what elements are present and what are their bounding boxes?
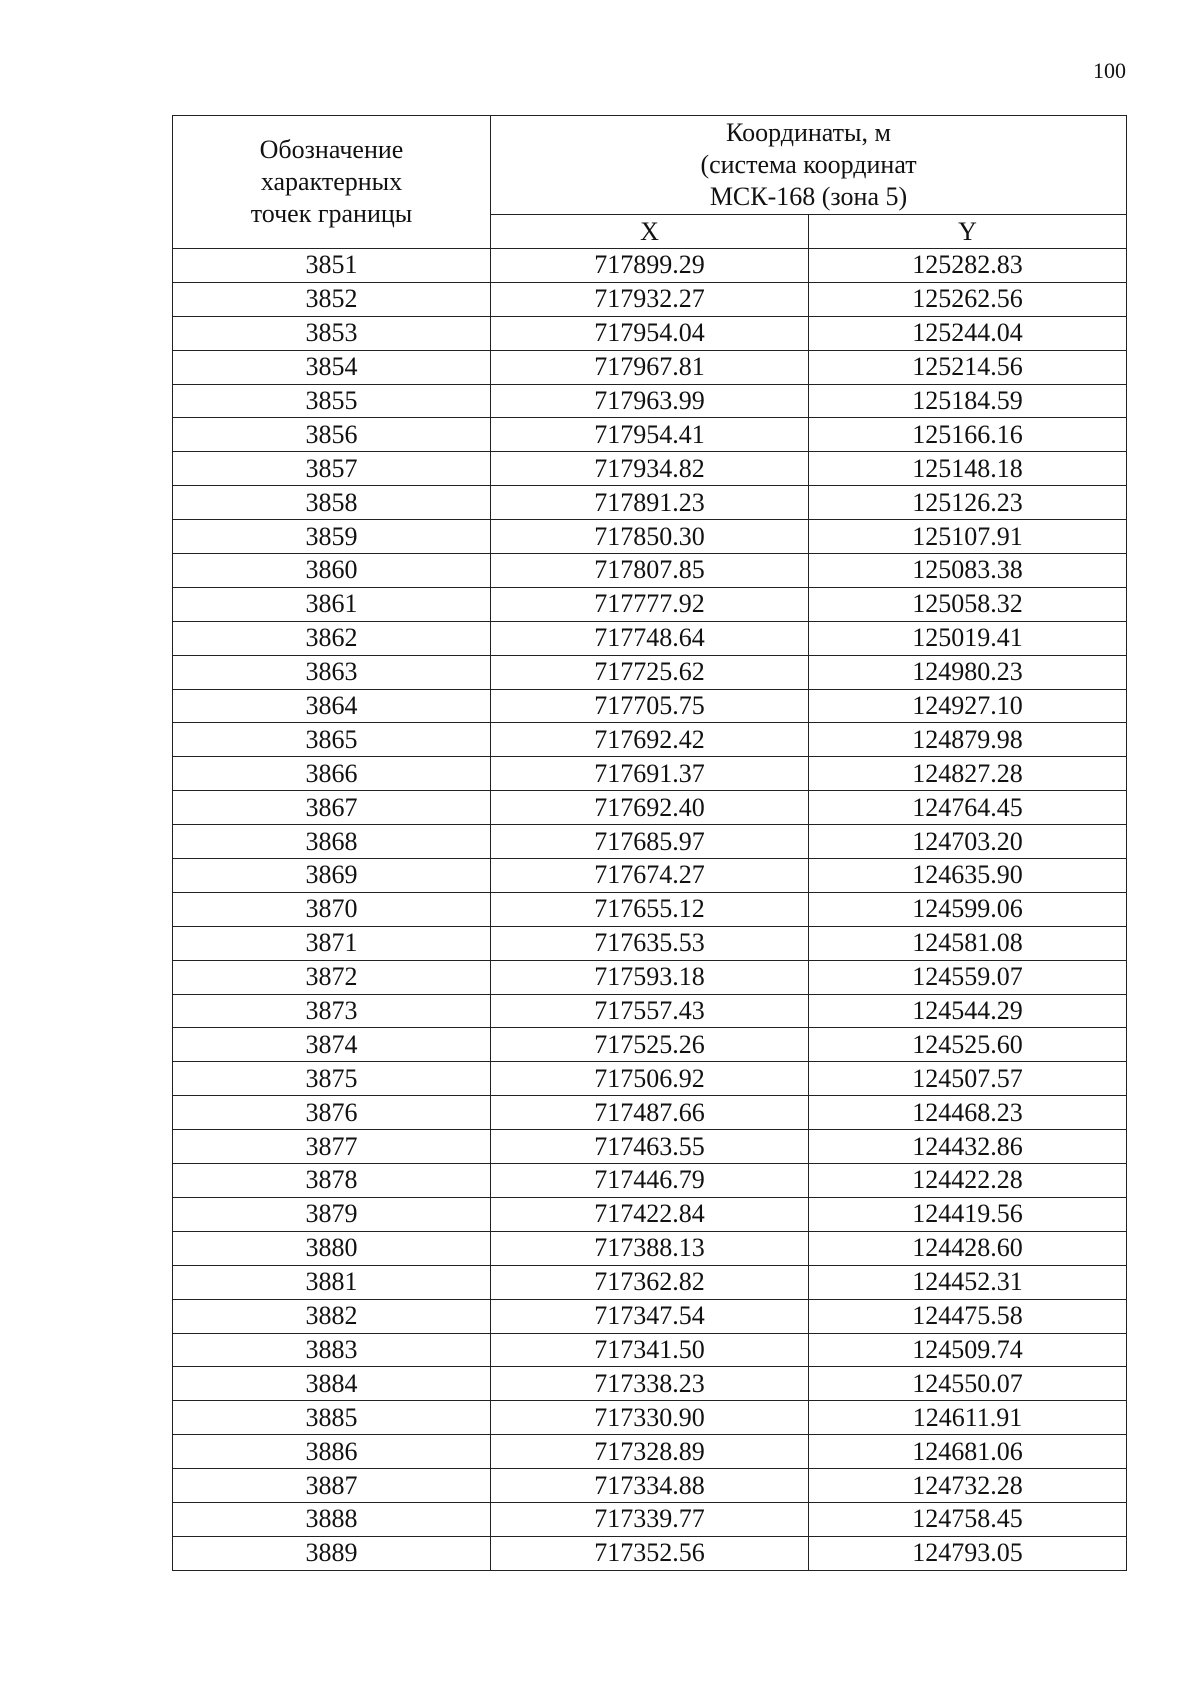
x-coordinate-cell: 717954.04 <box>491 316 809 350</box>
table-row <box>173 621 1127 655</box>
table-row <box>173 1028 1127 1062</box>
table-row <box>173 282 1127 316</box>
y-coordinate-cell: 125184.59 <box>809 384 1127 418</box>
table-row <box>173 452 1127 486</box>
point-cell: 3881 <box>173 1265 491 1299</box>
y-coordinate-cell: 125282.83 <box>809 249 1127 283</box>
x-coordinate-cell: 717446.79 <box>491 1164 809 1198</box>
table-row <box>173 960 1127 994</box>
point-cell: 3879 <box>173 1197 491 1231</box>
y-coordinate-cell: 125166.16 <box>809 418 1127 452</box>
x-coordinate-cell: 717388.13 <box>491 1231 809 1265</box>
y-coordinate-cell: 124544.29 <box>809 994 1127 1028</box>
point-cell: 3880 <box>173 1231 491 1265</box>
x-coordinate-cell: 717362.82 <box>491 1265 809 1299</box>
table-row <box>173 1333 1127 1367</box>
point-cell: 3857 <box>173 452 491 486</box>
y-coordinate-cell: 124432.86 <box>809 1130 1127 1164</box>
y-coordinate-cell: 124422.28 <box>809 1164 1127 1198</box>
x-coordinate-cell: 717954.41 <box>491 418 809 452</box>
point-cell: 3855 <box>173 384 491 418</box>
y-coordinate-cell: 125148.18 <box>809 452 1127 486</box>
table-row <box>173 316 1127 350</box>
table-row <box>173 418 1127 452</box>
x-coordinate-cell: 717967.81 <box>491 350 809 384</box>
point-cell: 3869 <box>173 859 491 893</box>
point-cell: 3859 <box>173 520 491 554</box>
point-cell: 3870 <box>173 892 491 926</box>
table-row <box>173 723 1127 757</box>
x-coordinate-cell: 717655.12 <box>491 892 809 926</box>
table-row <box>173 791 1127 825</box>
y-coordinate-cell: 124599.06 <box>809 892 1127 926</box>
table-row <box>173 994 1127 1028</box>
point-cell: 3863 <box>173 655 491 689</box>
point-cell: 3851 <box>173 249 491 283</box>
x-coordinate-cell: 717330.90 <box>491 1401 809 1435</box>
x-coordinate-cell: 717347.54 <box>491 1299 809 1333</box>
y-coordinate-cell: 125107.91 <box>809 520 1127 554</box>
y-coordinate-cell: 124635.90 <box>809 859 1127 893</box>
table-row <box>173 1299 1127 1333</box>
table-row <box>173 1231 1127 1265</box>
x-coordinate-cell: 717463.55 <box>491 1130 809 1164</box>
page-number: 100 <box>1093 58 1126 83</box>
x-coordinate-cell: 717850.30 <box>491 520 809 554</box>
header-line: МСК-168 (зона 5) <box>709 182 908 211</box>
y-coordinate-cell: 124827.28 <box>809 757 1127 791</box>
table-row <box>173 1096 1127 1130</box>
point-cell: 3868 <box>173 825 491 859</box>
table-header <box>173 116 1127 249</box>
point-cell: 3867 <box>173 791 491 825</box>
point-cell: 3865 <box>173 723 491 757</box>
x-coordinate-cell: 717932.27 <box>491 282 809 316</box>
y-coordinate-cell: 124475.58 <box>809 1299 1127 1333</box>
table-row <box>173 757 1127 791</box>
x-coordinate-cell: 717352.56 <box>491 1536 809 1570</box>
y-coordinate-cell: 124525.60 <box>809 1028 1127 1062</box>
point-cell: 3882 <box>173 1299 491 1333</box>
x-coordinate-cell: 717334.88 <box>491 1469 809 1503</box>
table-row <box>173 350 1127 384</box>
header-line: Координаты, м <box>726 118 891 147</box>
y-coordinate-cell: 124468.23 <box>809 1096 1127 1130</box>
table-row <box>173 486 1127 520</box>
y-coordinate-cell: 124879.98 <box>809 723 1127 757</box>
table-row <box>173 587 1127 621</box>
x-coordinate-cell: 717692.40 <box>491 791 809 825</box>
table-row <box>173 655 1127 689</box>
y-coordinate-cell: 124611.91 <box>809 1401 1127 1435</box>
x-coordinate-cell: 717934.82 <box>491 452 809 486</box>
point-cell: 3853 <box>173 316 491 350</box>
table-row <box>173 825 1127 859</box>
table-row <box>173 1367 1127 1401</box>
y-coordinate-cell: 124452.31 <box>809 1265 1127 1299</box>
table-row <box>173 249 1127 283</box>
point-cell: 3852 <box>173 282 491 316</box>
table-row <box>173 1469 1127 1503</box>
point-cell: 3887 <box>173 1469 491 1503</box>
header-line: Обозначение <box>259 135 404 164</box>
x-coordinate-cell: 717422.84 <box>491 1197 809 1231</box>
point-cell: 3876 <box>173 1096 491 1130</box>
table-row <box>173 1265 1127 1299</box>
x-coordinate-cell: 717525.26 <box>491 1028 809 1062</box>
y-coordinate-cell: 124419.56 <box>809 1197 1127 1231</box>
header-line: (система координат <box>700 150 917 179</box>
point-cell: 3854 <box>173 350 491 384</box>
x-coordinate-cell: 717691.37 <box>491 757 809 791</box>
x-coordinate-cell: 717635.53 <box>491 926 809 960</box>
point-cell: 3860 <box>173 554 491 588</box>
y-coordinate-cell: 125244.04 <box>809 316 1127 350</box>
x-coordinate-cell: 717593.18 <box>491 960 809 994</box>
table-body <box>173 249 1127 1571</box>
y-coordinate-cell: 124681.06 <box>809 1435 1127 1469</box>
point-cell: 3889 <box>173 1536 491 1570</box>
table-row <box>173 892 1127 926</box>
x-coordinate-cell: 717807.85 <box>491 554 809 588</box>
point-cell: 3878 <box>173 1164 491 1198</box>
coordinates-header <box>491 116 1127 215</box>
point-cell: 3866 <box>173 757 491 791</box>
point-cell: 3858 <box>173 486 491 520</box>
y-coordinate-cell: 124550.07 <box>809 1367 1127 1401</box>
x-coordinate-cell: 717748.64 <box>491 621 809 655</box>
y-coordinate-cell: 124428.60 <box>809 1231 1127 1265</box>
point-cell: 3885 <box>173 1401 491 1435</box>
x-coordinate-cell: 717341.50 <box>491 1333 809 1367</box>
point-cell: 3875 <box>173 1062 491 1096</box>
table-row <box>173 1502 1127 1536</box>
table-row <box>173 1401 1127 1435</box>
point-cell: 3871 <box>173 926 491 960</box>
y-coordinate-cell: 125058.32 <box>809 587 1127 621</box>
table-row <box>173 1062 1127 1096</box>
y-coordinate-cell: 124732.28 <box>809 1469 1127 1503</box>
y-coordinate-cell: 125214.56 <box>809 350 1127 384</box>
x-coordinate-cell: 717725.62 <box>491 655 809 689</box>
y-coordinate-cell: 124581.08 <box>809 926 1127 960</box>
point-cell: 3861 <box>173 587 491 621</box>
y-coordinate-cell: 125126.23 <box>809 486 1127 520</box>
y-coordinate-cell: 125083.38 <box>809 554 1127 588</box>
table-row <box>173 384 1127 418</box>
x-coordinate-cell: 717338.23 <box>491 1367 809 1401</box>
table-row <box>173 1164 1127 1198</box>
x-coordinate-cell: 717506.92 <box>491 1062 809 1096</box>
y-column-header: Y <box>809 215 1127 249</box>
point-designation-header <box>173 116 491 249</box>
header-line: точек границы <box>250 199 413 228</box>
point-cell: 3864 <box>173 689 491 723</box>
y-coordinate-cell: 124703.20 <box>809 825 1127 859</box>
x-coordinate-cell: 717899.29 <box>491 249 809 283</box>
y-coordinate-cell: 124559.07 <box>809 960 1127 994</box>
x-column-header: X <box>491 215 809 249</box>
x-coordinate-cell: 717891.23 <box>491 486 809 520</box>
point-cell: 3888 <box>173 1502 491 1536</box>
point-cell: 3884 <box>173 1367 491 1401</box>
point-cell: 3883 <box>173 1333 491 1367</box>
y-coordinate-cell: 124927.10 <box>809 689 1127 723</box>
x-coordinate-cell: 717685.97 <box>491 825 809 859</box>
table-row <box>173 520 1127 554</box>
y-coordinate-cell: 125262.56 <box>809 282 1127 316</box>
y-coordinate-cell: 124793.05 <box>809 1536 1127 1570</box>
point-cell: 3856 <box>173 418 491 452</box>
point-cell: 3862 <box>173 621 491 655</box>
table-row <box>173 554 1127 588</box>
coordinates-table <box>172 115 1127 1571</box>
point-cell: 3877 <box>173 1130 491 1164</box>
table-row <box>173 926 1127 960</box>
y-coordinate-cell: 125019.41 <box>809 621 1127 655</box>
table-row <box>173 859 1127 893</box>
point-cell: 3874 <box>173 1028 491 1062</box>
point-cell: 3872 <box>173 960 491 994</box>
x-coordinate-cell: 717339.77 <box>491 1502 809 1536</box>
point-cell: 3873 <box>173 994 491 1028</box>
x-coordinate-cell: 717487.66 <box>491 1096 809 1130</box>
y-coordinate-cell: 124507.57 <box>809 1062 1127 1096</box>
table-row <box>173 689 1127 723</box>
table-row <box>173 1536 1127 1570</box>
table-row <box>173 1130 1127 1164</box>
y-coordinate-cell: 124758.45 <box>809 1502 1127 1536</box>
table-row <box>173 1435 1127 1469</box>
x-coordinate-cell: 717692.42 <box>491 723 809 757</box>
x-coordinate-cell: 717705.75 <box>491 689 809 723</box>
table-row <box>173 1197 1127 1231</box>
y-coordinate-cell: 124764.45 <box>809 791 1127 825</box>
x-coordinate-cell: 717557.43 <box>491 994 809 1028</box>
x-coordinate-cell: 717777.92 <box>491 587 809 621</box>
point-cell: 3886 <box>173 1435 491 1469</box>
y-coordinate-cell: 124980.23 <box>809 655 1127 689</box>
x-coordinate-cell: 717963.99 <box>491 384 809 418</box>
y-coordinate-cell: 124509.74 <box>809 1333 1127 1367</box>
header-line: характерных <box>260 167 403 196</box>
x-coordinate-cell: 717674.27 <box>491 859 809 893</box>
x-coordinate-cell: 717328.89 <box>491 1435 809 1469</box>
